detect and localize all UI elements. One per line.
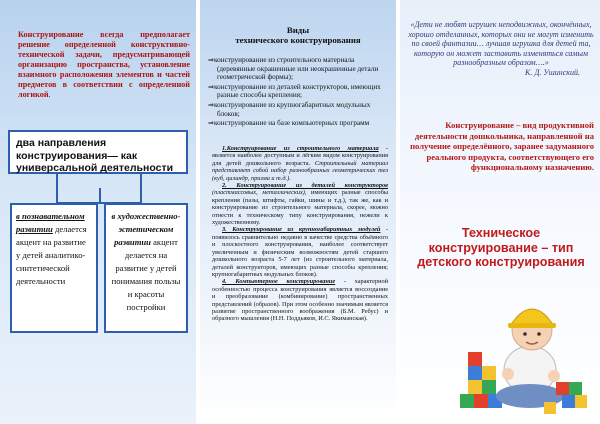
cognitive-development-box <box>10 203 98 333</box>
type-italic-1: Строительный материал представляет собой набор разнообразных геометрических тел (куб, цилиндр, призма и т.д.). <box>212 159 389 182</box>
type-head-3: 3. Конструирование из крупногабаритных модулей <box>222 226 381 234</box>
types-list-item: ⇒конструирование на базе компьютерных программ <box>208 119 370 128</box>
types-list-item: ⇒конструирование из крупногабаритных модульных блоков; <box>208 100 371 118</box>
eye-icon <box>537 332 541 336</box>
hand-shape <box>502 368 514 380</box>
ushinsky-quote <box>408 20 594 78</box>
block-icon <box>460 394 474 408</box>
left-panel <box>0 0 196 424</box>
directions-box: два направления конструирования— как универсальной деятельности <box>8 130 188 174</box>
block-icon <box>482 380 496 394</box>
types-list-item: ⇒конструирование из деталей конструкторов, имеющих разные способы крепления; <box>208 82 381 100</box>
cognitive-text: делается акцент на развитие у детей аналитико-синтетической деятельности <box>16 224 87 286</box>
block-icon <box>468 366 482 380</box>
block-icon <box>468 352 482 366</box>
type-paragraph-3 <box>212 226 388 278</box>
block-icon <box>482 366 496 380</box>
aesthetic-development-box <box>104 203 188 333</box>
quote-text: «Дети не любят игрушек неподвижных, окончённых, хорошо отделанных, которых они не могут изменить по своей фантазии… лучшая игрушка для детей та, которую он может заставить изменяться самым разнообразным образом….» <box>408 20 594 68</box>
hat-brim <box>508 323 556 328</box>
brochure-title: Техническое конструирование – тип детского конструирования <box>417 226 585 269</box>
block-icon <box>468 380 482 394</box>
intro-end: . <box>48 90 51 99</box>
quote-author: К. Д. Ушинский. <box>525 67 580 77</box>
cognitive-lead: в познавательном развитии <box>16 211 85 234</box>
type-text-3: - появилось сравнительно недавно в качестве средства объёмного и плоскостного конструирования, наиболее соответствует увеличенным и физическим возможностям детей старшего дошкольного возраста 5-7 лет (из строительного материала, деталей конструкторов, имеющих разные способы крепления; крупногабаритных модульных блоков). <box>212 226 388 278</box>
types-list-item: ⇒конструирование из строительного материала (деревянные окрашенные или неокрашенные детали геометрической формы); <box>208 56 379 82</box>
type-paragraph-4 <box>212 278 388 322</box>
types-title-line1: Виды <box>286 25 310 35</box>
child-building-blocks-illustration <box>458 282 588 416</box>
hand-shape <box>548 370 560 382</box>
types-list <box>208 56 390 129</box>
block-icon <box>569 382 582 395</box>
definition-paragraph: Конструирование – вид продуктивной деятельности дошкольника, направленной на получение определённого, заранее задуманного реального продукта, соответствующего его функциональному назначению. <box>410 120 594 173</box>
type-head-1: 1.Конструирование из строительного материала <box>222 145 379 152</box>
intro-text: Конструирование всегда предполагает решение определенной конструктивно-технической задачи, предусматривающей организацию пространства, установление взаимного расположения элементов и частей предметов в соответствии с определенной логикой <box>18 30 190 99</box>
aesthetic-text: акцент делается на развитие у детей понимания пользы и красоты постройки <box>111 237 181 312</box>
type-head-2: 2. Конструирование из деталей конструкторов <box>222 182 388 190</box>
type-paragraph-2 <box>212 182 388 226</box>
type-text-2: имеющих разные способы крепления (пазы, штифты, гайки, шины и т.д.), так же, как и конструирование из строительного материала, скорее, можно отнести к техническому типу конструирования, нежели к художественному. <box>212 189 388 227</box>
type-text-4: - характерной особенностью процесса конструирования является воссоздание и преобразование (комбинирование) пространственных представлений (образов). При этом особенно значимым является развитие пространственного воображения (Б.М. Ребус) и образного мышления (Н.Н. Поддьяков, И.С. Якиманская). <box>212 278 388 323</box>
right-panel <box>400 0 600 424</box>
eye-icon <box>523 332 527 336</box>
block-icon <box>575 395 587 408</box>
type-paragraph-1 <box>212 145 388 182</box>
connector-stem <box>99 188 101 204</box>
middle-panel <box>200 0 396 424</box>
types-description <box>212 145 388 323</box>
type-italic-2: (пластмассовых, металлических), <box>212 189 307 197</box>
block-icon <box>474 394 488 408</box>
block-icon <box>556 382 569 395</box>
type-head-4: 4. Компьютерное конструирование <box>222 278 336 286</box>
block-icon <box>544 402 556 414</box>
types-title <box>200 25 396 45</box>
type-text-1: - является наиболее доступным и лёгким видом конструирования для детей дошкольного возраста. <box>212 145 388 167</box>
aesthetic-lead: в художественно-эстетическом развитии <box>111 211 181 247</box>
block-icon <box>562 395 575 408</box>
intro-paragraph <box>18 30 190 100</box>
types-title-line2: технического конструирования <box>235 35 361 45</box>
